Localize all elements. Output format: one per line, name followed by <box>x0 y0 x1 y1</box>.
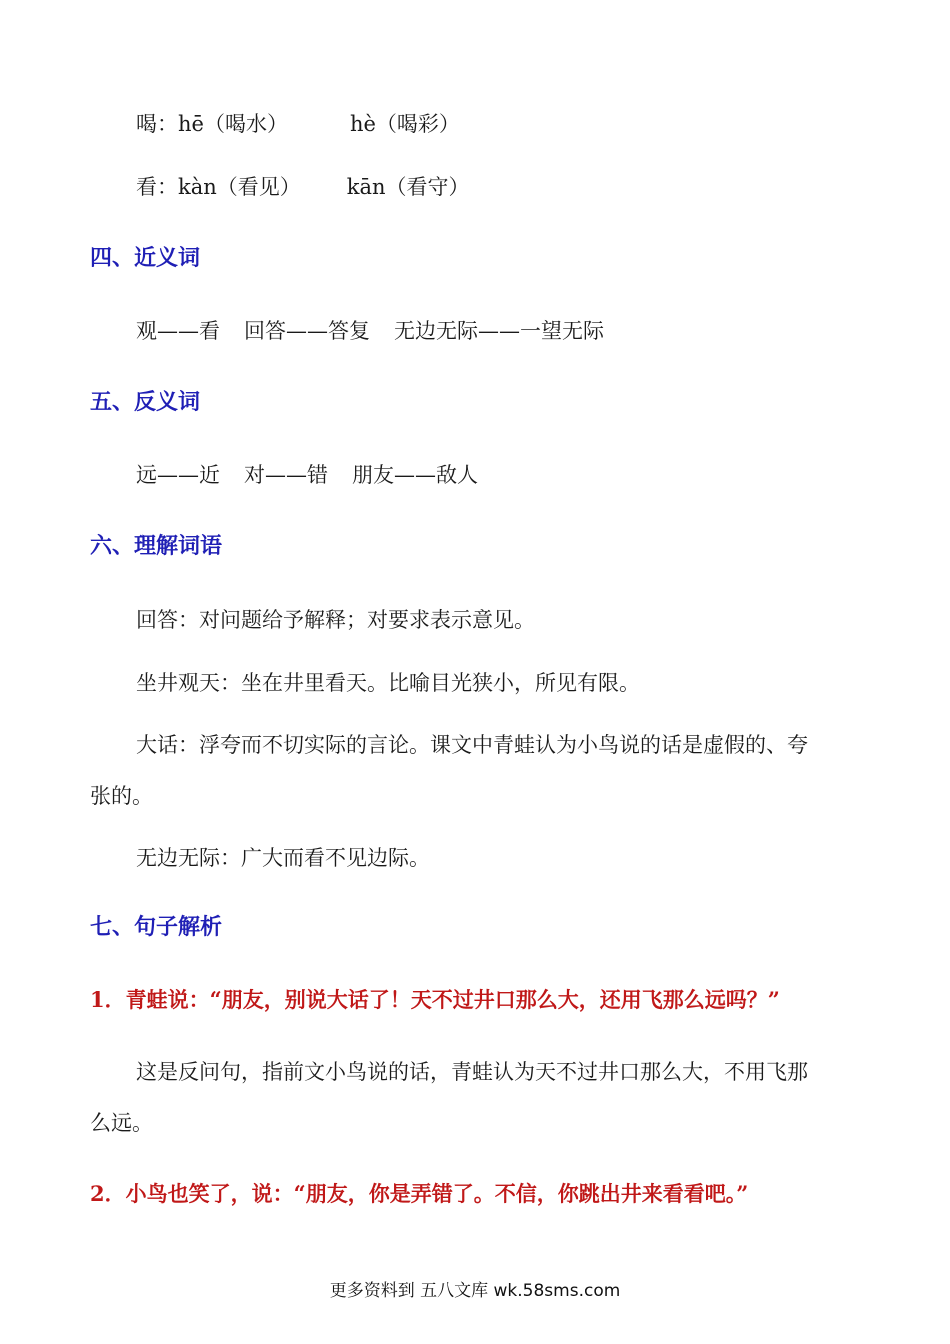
section-heading-sentence-analysis: 七、句子解析 <box>90 915 223 940</box>
synonym-pair: 无边无际——一望无际 <box>394 319 604 343</box>
antonym-list <box>136 461 478 489</box>
sentence-question-1: 1．青蛙说：“朋友，别说大话了！天不过井口那么大，还用飞那么远吗？” <box>90 987 780 1012</box>
polyphone-reading-1: hē（喝水） <box>178 112 288 136</box>
antonym-pair: 朋友——敌人 <box>352 463 478 487</box>
synonym-pair: 回答——答复 <box>244 319 370 343</box>
definition-huida: 回答：对问题给予解释；对要求表示意见。 <box>136 608 535 632</box>
definition-dahua-cont: 张的。 <box>90 784 153 808</box>
section-heading-word-meanings: 六、理解词语 <box>90 534 223 559</box>
section-heading-antonyms: 五、反义词 <box>90 390 201 415</box>
antonym-pair: 对——错 <box>244 463 328 487</box>
polyphone-char: 喝： <box>136 112 178 136</box>
antonym-pair: 远——近 <box>136 463 220 487</box>
sentence-analysis-1: 这是反问句，指前文小鸟说的话，青蛙认为天不过井口那么大，不用飞那 <box>136 1060 808 1084</box>
polyphone-line-he <box>136 110 460 138</box>
polyphone-reading-2: hè（喝彩） <box>349 112 460 136</box>
polyphone-reading-1: kàn（看见） <box>178 175 301 199</box>
definition-wubianwuji: 无边无际：广大而看不见边际。 <box>136 846 430 870</box>
polyphone-line-kan <box>136 173 470 201</box>
synonym-list <box>136 317 604 345</box>
polyphone-reading-2: kān（看守） <box>346 175 470 199</box>
synonym-pair: 观——看 <box>136 319 220 343</box>
definition-dahua: 大话：浮夸而不切实际的言论。课文中青蛙认为小鸟说的话是虚假的、夸 <box>136 733 808 757</box>
sentence-question-2: 2．小鸟也笑了，说：“朋友，你是弄错了。不信，你跳出井来看看吧。” <box>90 1181 749 1206</box>
polyphone-char: 看： <box>136 175 178 199</box>
sentence-analysis-1-cont: 么远。 <box>90 1111 153 1135</box>
footer-watermark: 更多资料到 五八文库 wk.58sms.com <box>329 1281 621 1301</box>
section-heading-synonyms: 四、近义词 <box>90 246 201 271</box>
definition-zuojingguantian: 坐井观天：坐在井里看天。比喻目光狭小，所见有限。 <box>136 671 640 695</box>
